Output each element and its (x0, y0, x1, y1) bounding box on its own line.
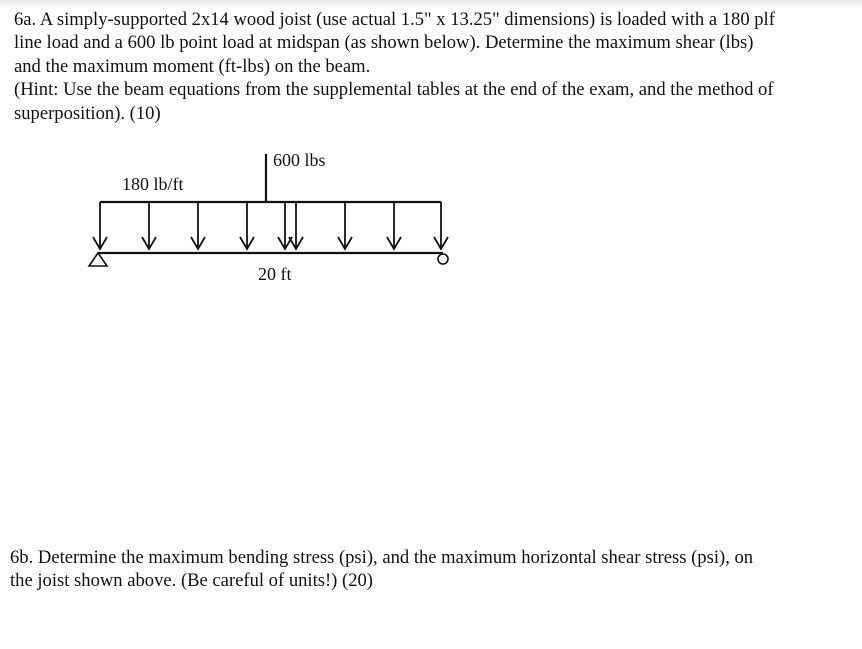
load-arrow (289, 202, 303, 249)
distributed-load-label: 180 lb/ft (122, 174, 184, 194)
problem-6b-line: 6b. Determine the maximum bending stress (psi), and the maximum horizontal shear stress (psi), on (10, 547, 754, 568)
problem-6a-line: superposition). (10) (14, 102, 161, 124)
roller-support (438, 254, 448, 264)
load-arrow (278, 202, 292, 249)
load-arrow (434, 202, 448, 249)
load-arrow (240, 202, 254, 249)
problem-6b-line: the joist shown above. (Be careful of units!) (20) (10, 570, 373, 592)
load-arrow (338, 202, 352, 249)
problem-6a-line: line load and a 600 lb point load at midspan (as shown below). Determine the maximum shear (lbs) (14, 32, 754, 54)
load-arrow (93, 202, 107, 249)
load-arrow (387, 202, 401, 249)
problem-6a-line: 6a. A simply-supported 2x14 wood joist (use actual 1.5" x 13.25" dimensions) is loaded with a 180 plf (14, 9, 775, 30)
load-arrow (142, 202, 156, 249)
pin-support (89, 253, 107, 266)
load-arrow (191, 202, 205, 249)
point-load-label: 600 lbs (273, 150, 326, 170)
problem-6a-line: (Hint: Use the beam equations from the supplemental tables at the end of the exam, and the method of (14, 79, 774, 101)
problem-6b-text (10, 546, 850, 593)
problem-6a-line: and the maximum moment (ft-lbs) on the beam. (14, 55, 371, 77)
distributed-load-arrows (93, 202, 448, 249)
span-label: 20 ft (258, 264, 292, 284)
